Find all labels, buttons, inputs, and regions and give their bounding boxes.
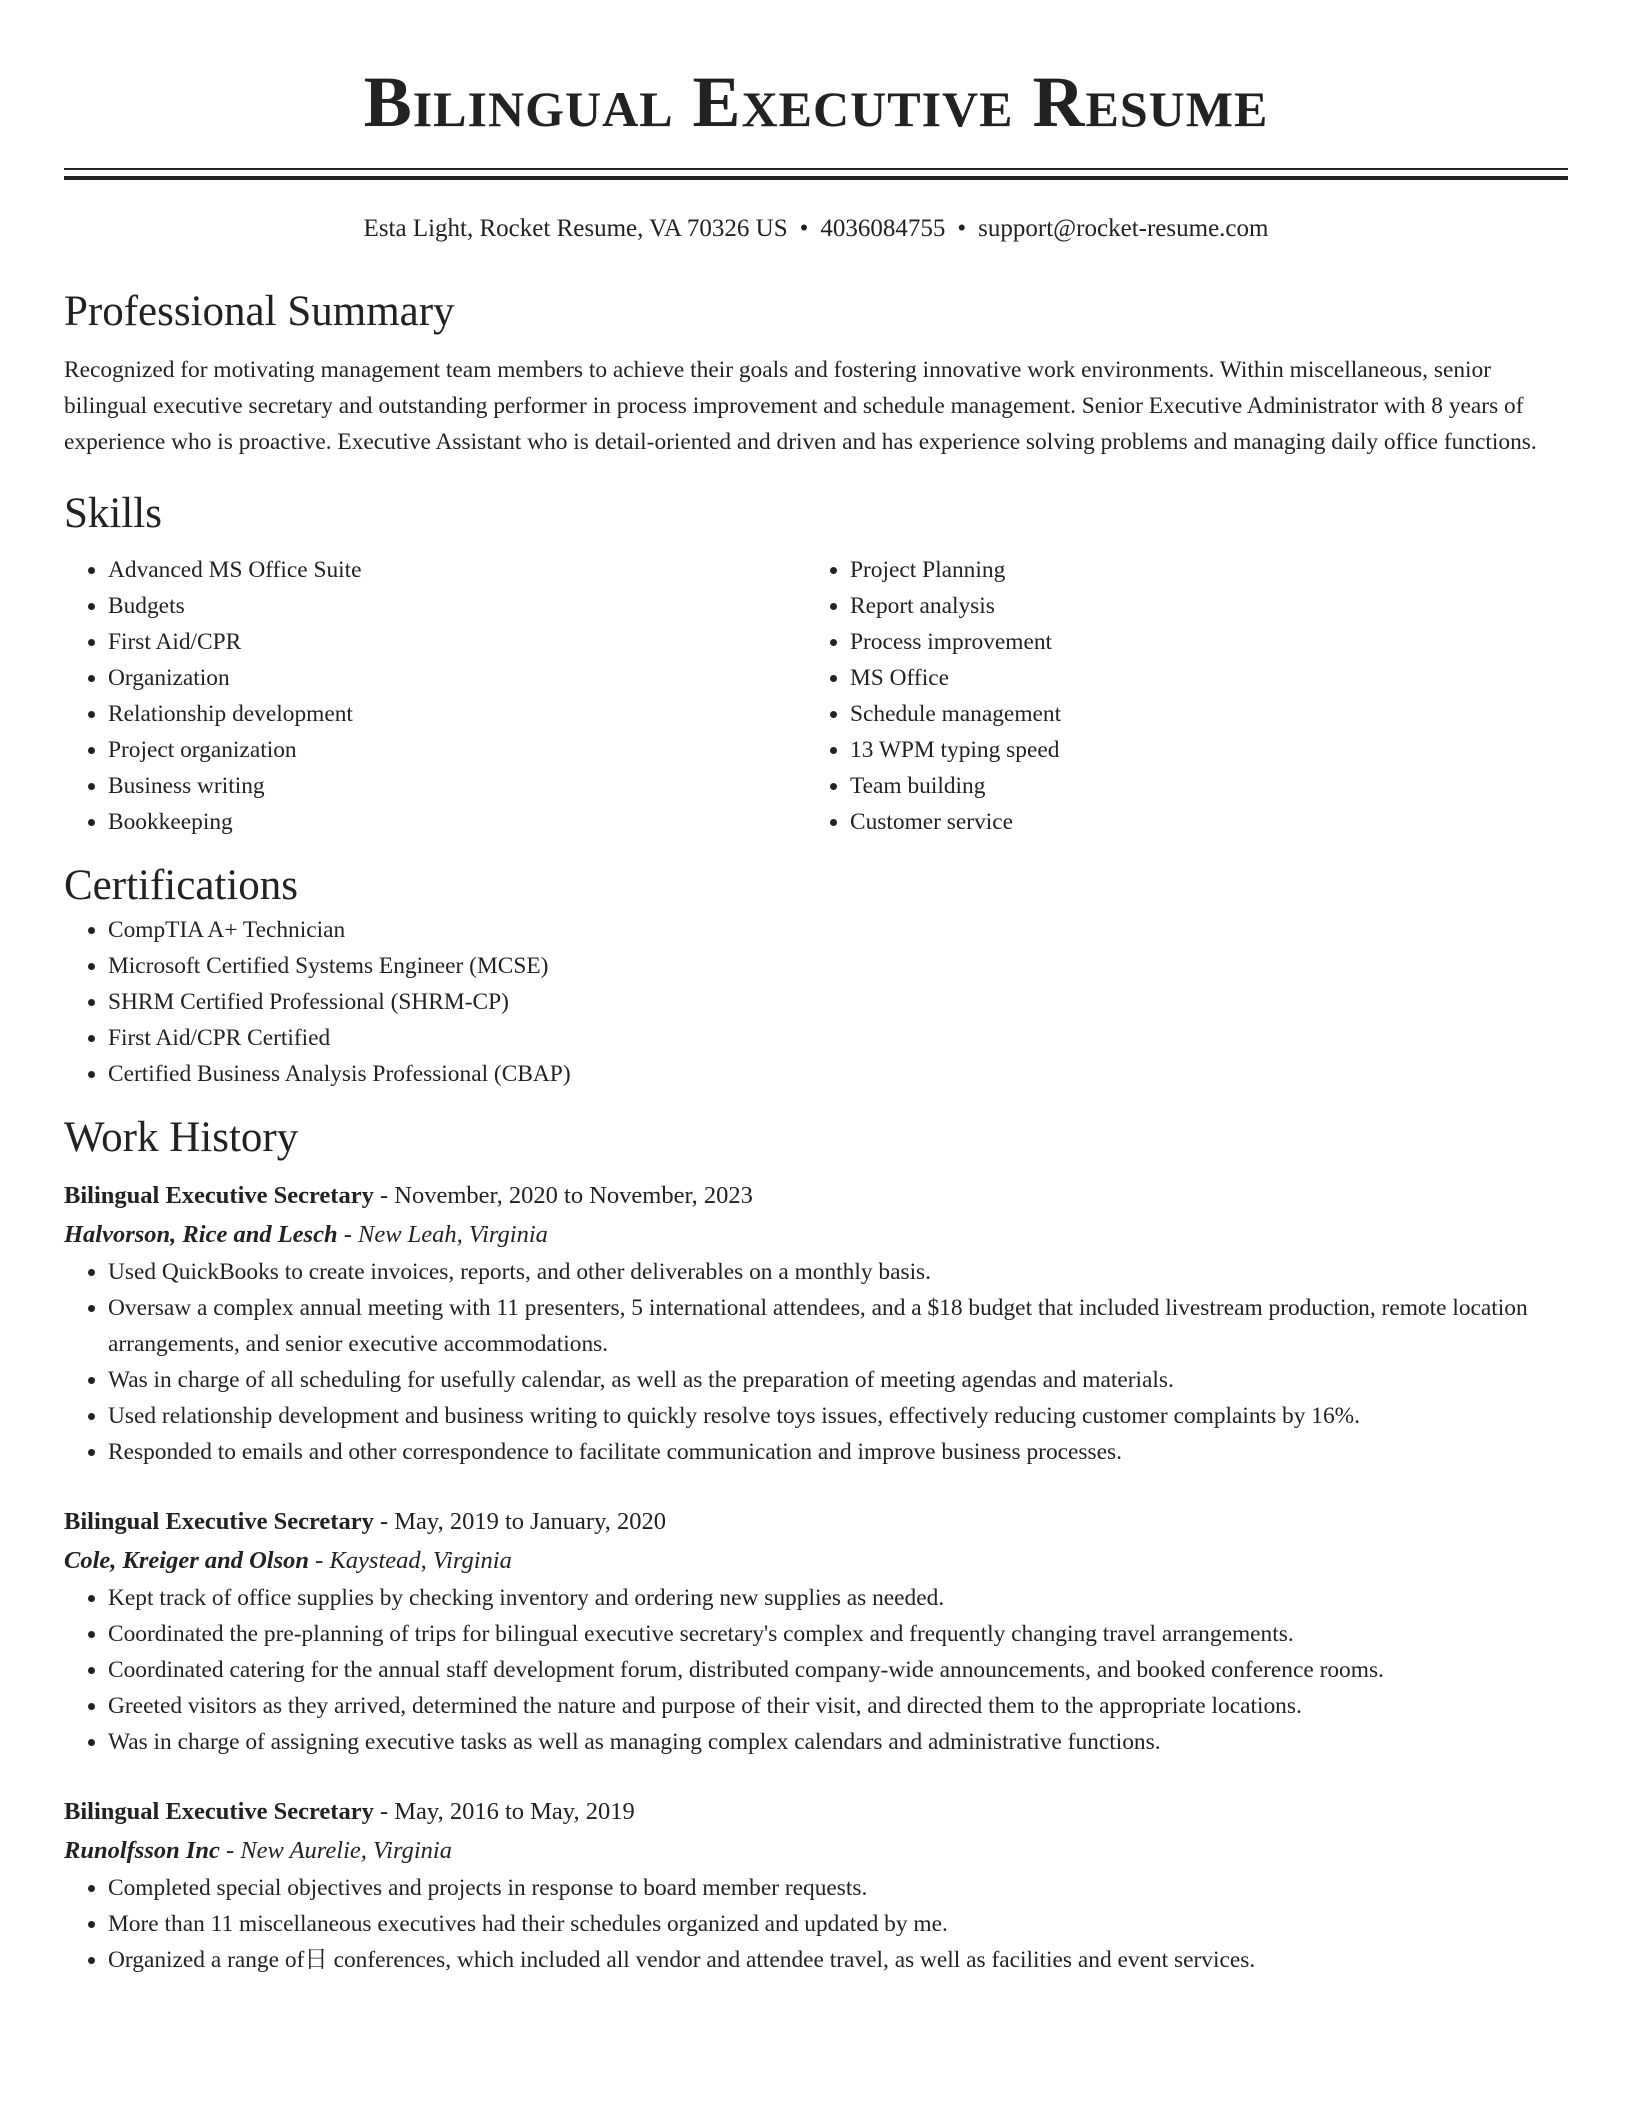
job-entry <box>64 1792 1568 1978</box>
job-bullet: • More than 11 miscellaneous executives had their schedules organized and updated by me. <box>108 1906 1568 1942</box>
company-location: - New Aurelie, Virginia <box>219 1837 452 1864</box>
contact-separator: • <box>957 215 967 242</box>
skill-item: • 13 WPM typing speed <box>850 732 1548 768</box>
company-line <box>64 1832 1568 1870</box>
job-bullet: • Was in charge of all scheduling for usefully calendar, as well as the preparation of meeting agendas and materials. <box>108 1362 1568 1398</box>
job-bullets <box>64 1870 1568 1978</box>
skill-item: • Relationship development <box>108 696 806 732</box>
job-title: Bilingual Executive Secretary <box>64 1508 374 1535</box>
job-bullet: • Used relationship development and business writing to quickly resolve toys issues, effectively reducing customer complaints by 16%. <box>108 1398 1568 1434</box>
contact-address: Esta Light, Rocket Resume, VA 70326 US <box>363 215 788 242</box>
contact-phone: 4036084755 <box>820 215 946 242</box>
job-bullets <box>64 1580 1568 1760</box>
skills-columns <box>64 552 1568 840</box>
job-entry <box>64 1176 1568 1470</box>
skill-item: • Team building <box>850 768 1548 804</box>
skills-heading: Skills <box>64 490 162 537</box>
company-name: Halvorson, Rice and Lesch <box>64 1221 338 1248</box>
job-bullet: • Responded to emails and other correspondence to facilitate communication and improve business processes. <box>108 1434 1568 1470</box>
skills-list-right <box>806 552 1548 840</box>
skill-item: • Organization <box>108 660 806 696</box>
skill-item: • Bookkeeping <box>108 804 806 840</box>
company-location: - New Leah, Virginia <box>337 1221 548 1248</box>
title-rule-thin <box>64 168 1568 170</box>
skill-item: • Project organization <box>108 732 806 768</box>
skill-item: • Budgets <box>108 588 806 624</box>
skills-column-right <box>806 552 1548 840</box>
resume-title: Bilingual Executive Resume <box>363 62 1269 142</box>
certification-item: • Certified Business Analysis Professional (CBAP) <box>108 1056 1568 1092</box>
company-name: Cole, Kreiger and Olson <box>64 1547 310 1574</box>
job-bullet: • Coordinated the pre-planning of trips for bilingual executive secretary's complex and frequently changing travel arrangements. <box>108 1616 1568 1652</box>
company-name: Runolfsson Inc <box>64 1837 220 1864</box>
certification-item: • SHRM Certified Professional (SHRM-CP) <box>108 984 1568 1020</box>
job-dates: - May, 2016 to May, 2019 <box>373 1798 635 1825</box>
contact-email: support@rocket-resume.com <box>978 215 1269 242</box>
skill-item: • First Aid/CPR <box>108 624 806 660</box>
skills-list-left <box>64 552 806 840</box>
job-bullet: • Kept track of office supplies by checking inventory and ordering new supplies as needed. <box>108 1580 1568 1616</box>
summary-heading: Professional Summary <box>64 288 455 335</box>
job-title-line <box>64 1176 1568 1216</box>
contact-line <box>64 212 1568 246</box>
skills-column-left <box>64 552 806 840</box>
skill-item: • Business writing <box>108 768 806 804</box>
job-bullet: • Oversaw a complex annual meeting with 11 presenters, 5 international attendees, and a $18 budget that included livestream production, remote location arrangements, and senior executive accommodations. <box>108 1290 1568 1362</box>
contact-separator: • <box>799 215 809 242</box>
certifications-heading: Certifications <box>64 862 299 909</box>
job-bullet: • Was in charge of assigning executive tasks as well as managing complex calendars and administrative functions. <box>108 1724 1568 1760</box>
job-title: Bilingual Executive Secretary <box>64 1182 374 1209</box>
job-bullet: • Used QuickBooks to create invoices, reports, and other deliverables on a monthly basis. <box>108 1254 1568 1290</box>
job-entry <box>64 1502 1568 1760</box>
work-history-heading: Work History <box>64 1114 299 1161</box>
company-line <box>64 1216 1568 1254</box>
skill-item: • Project Planning <box>850 552 1548 588</box>
certification-item: • First Aid/CPR Certified <box>108 1020 1568 1056</box>
skill-item: • MS Office <box>850 660 1548 696</box>
job-title-line <box>64 1792 1568 1832</box>
job-bullet: • Greeted visitors as they arrived, determined the nature and purpose of their visit, and directed them to the appropriate locations. <box>108 1688 1568 1724</box>
job-bullet: • Organized a range of日 conferences, which included all vendor and attendee travel, as well as facilities and event services. <box>108 1942 1568 1978</box>
job-bullet: • Coordinated catering for the annual staff development forum, distributed company-wide announcements, and booked conference rooms. <box>108 1652 1568 1688</box>
certifications-list <box>64 912 1568 1092</box>
company-line <box>64 1542 1568 1580</box>
company-location: - Kaystead, Virginia <box>309 1547 512 1574</box>
job-dates: - November, 2020 to November, 2023 <box>373 1182 753 1209</box>
skill-item: • Customer service <box>850 804 1548 840</box>
title-rule-thick <box>64 176 1568 180</box>
job-title: Bilingual Executive Secretary <box>64 1798 374 1825</box>
certification-item: • CompTIA A+ Technician <box>108 912 1568 948</box>
job-bullets <box>64 1254 1568 1470</box>
job-bullet: • Completed special objectives and projects in response to board member requests. <box>108 1870 1568 1906</box>
skill-item: • Report analysis <box>850 588 1548 624</box>
skill-item: • Schedule management <box>850 696 1548 732</box>
job-title-line <box>64 1502 1568 1542</box>
certification-item: • Microsoft Certified Systems Engineer (MCSE) <box>108 948 1568 984</box>
skill-item: • Advanced MS Office Suite <box>108 552 806 588</box>
skill-item: • Process improvement <box>850 624 1548 660</box>
job-dates: - May, 2019 to January, 2020 <box>373 1508 666 1535</box>
summary-text: Recognized for motivating management team members to achieve their goals and fostering innovative work environments. Within miscellaneous, senior bilingual executive secretary and outstanding performer in process improvement and schedule management. Senior Executive Administrator with 8 years of experience who is proactive. Executive Assistant who is detail-oriented and driven and has experience solving problems and managing daily office functions. <box>64 357 1537 455</box>
